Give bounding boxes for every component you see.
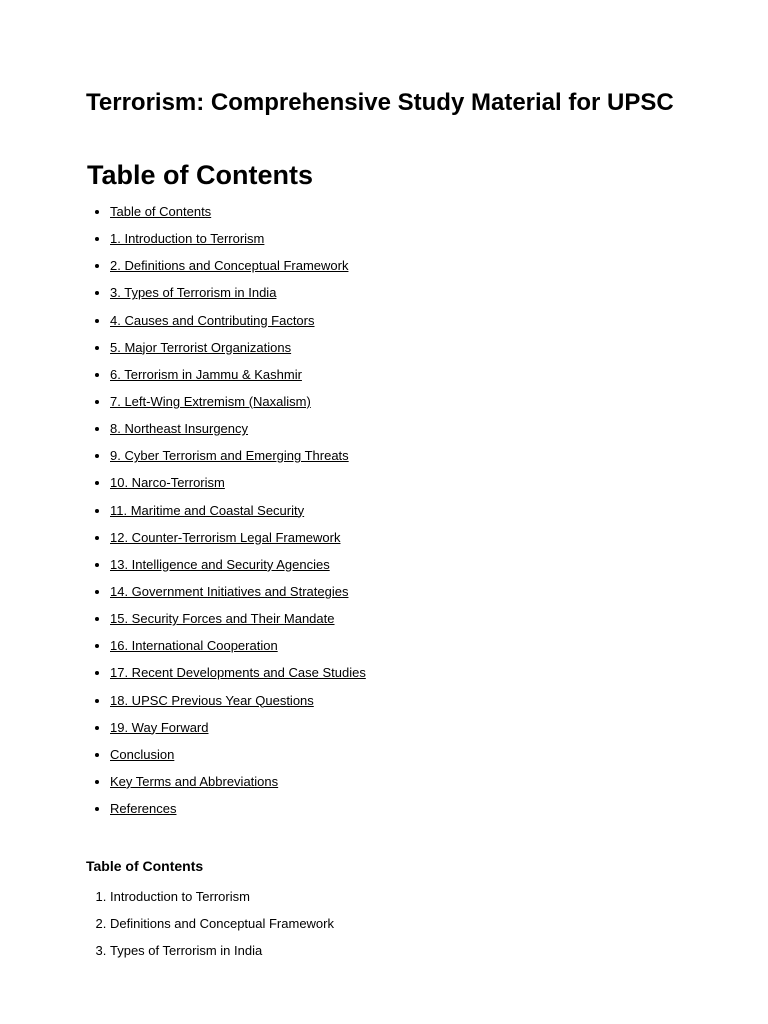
toc-link-causes[interactable]: 4. Causes and Contributing Factors [110, 312, 315, 328]
toc-link-previous-year-questions[interactable]: 18. UPSC Previous Year Questions [110, 692, 314, 708]
toc-link-conclusion[interactable]: Conclusion [110, 746, 175, 762]
toc-link-intelligence-agencies[interactable]: 13. Intelligence and Security Agencies [110, 556, 330, 572]
list-item [110, 256, 366, 283]
list-item [110, 799, 366, 826]
list-item [110, 446, 366, 473]
list-item [110, 745, 366, 772]
list-item [110, 555, 366, 582]
document-title: Terrorism: Comprehensive Study Material for UPSC [86, 89, 674, 116]
toc-link-types[interactable]: 3. Types of Terrorism in India [110, 285, 277, 301]
list-item: 1. Introduction to Terrorism [110, 887, 334, 914]
toc-link-legal-framework[interactable]: 12. Counter-Terrorism Legal Framework [110, 529, 341, 545]
toc-link-table-of-contents[interactable]: Table of Contents [110, 204, 212, 219]
list-item: 3. Types of Terrorism in India [110, 941, 334, 968]
list-item [110, 473, 366, 500]
list-item [110, 501, 366, 528]
list-item [110, 338, 366, 365]
list-item [110, 528, 366, 555]
toc-link-security-forces[interactable]: 15. Security Forces and Their Mandate [110, 611, 335, 627]
toc-link-northeast-insurgency[interactable]: 8. Northeast Insurgency [110, 421, 249, 437]
list-item [110, 718, 366, 745]
list-item [110, 582, 366, 609]
toc-link-government-initiatives[interactable]: 14. Government Initiatives and Strategies [110, 583, 349, 599]
section-heading: Table of Contents [86, 858, 204, 874]
toc-link-way-forward[interactable]: 19. Way Forward [110, 719, 209, 735]
list-item [110, 691, 366, 718]
toc-link-references[interactable]: References [110, 801, 177, 817]
list-item [110, 609, 366, 636]
list-item [110, 663, 366, 690]
toc-link-key-terms[interactable]: Key Terms and Abbreviations [110, 773, 279, 789]
toc-link-cyber-terrorism[interactable]: 9. Cyber Terrorism and Emerging Threats [110, 448, 349, 464]
toc-link-maritime-security[interactable]: 11. Maritime and Coastal Security [110, 502, 305, 518]
list-item [110, 202, 366, 229]
list-item [110, 311, 366, 338]
numbered-list [0, 887, 334, 968]
toc-link-recent-developments[interactable]: 17. Recent Developments and Case Studies [110, 665, 366, 681]
list-item [110, 365, 366, 392]
list-item [110, 283, 366, 310]
toc-link-introduction[interactable]: 1. Introduction to Terrorism [110, 231, 265, 247]
toc-link-list [0, 202, 366, 826]
list-item [110, 772, 366, 799]
list-item [110, 229, 366, 256]
toc-link-left-wing-extremism[interactable]: 7. Left-Wing Extremism (Naxalism) [110, 393, 311, 409]
list-item [110, 636, 366, 663]
toc-heading: Table of Contents [87, 160, 313, 190]
toc-link-international-cooperation[interactable]: 16. International Cooperation [110, 638, 278, 654]
list-item: 2. Definitions and Conceptual Framework [110, 914, 334, 941]
toc-link-organizations[interactable]: 5. Major Terrorist Organizations [110, 339, 292, 355]
toc-link-definitions[interactable]: 2. Definitions and Conceptual Framework [110, 258, 349, 274]
list-item [110, 419, 366, 446]
toc-link-narco-terrorism[interactable]: 10. Narco-Terrorism [110, 475, 225, 491]
toc-link-jammu-kashmir[interactable]: 6. Terrorism in Jammu & Kashmir [110, 366, 302, 382]
list-item [110, 392, 366, 419]
